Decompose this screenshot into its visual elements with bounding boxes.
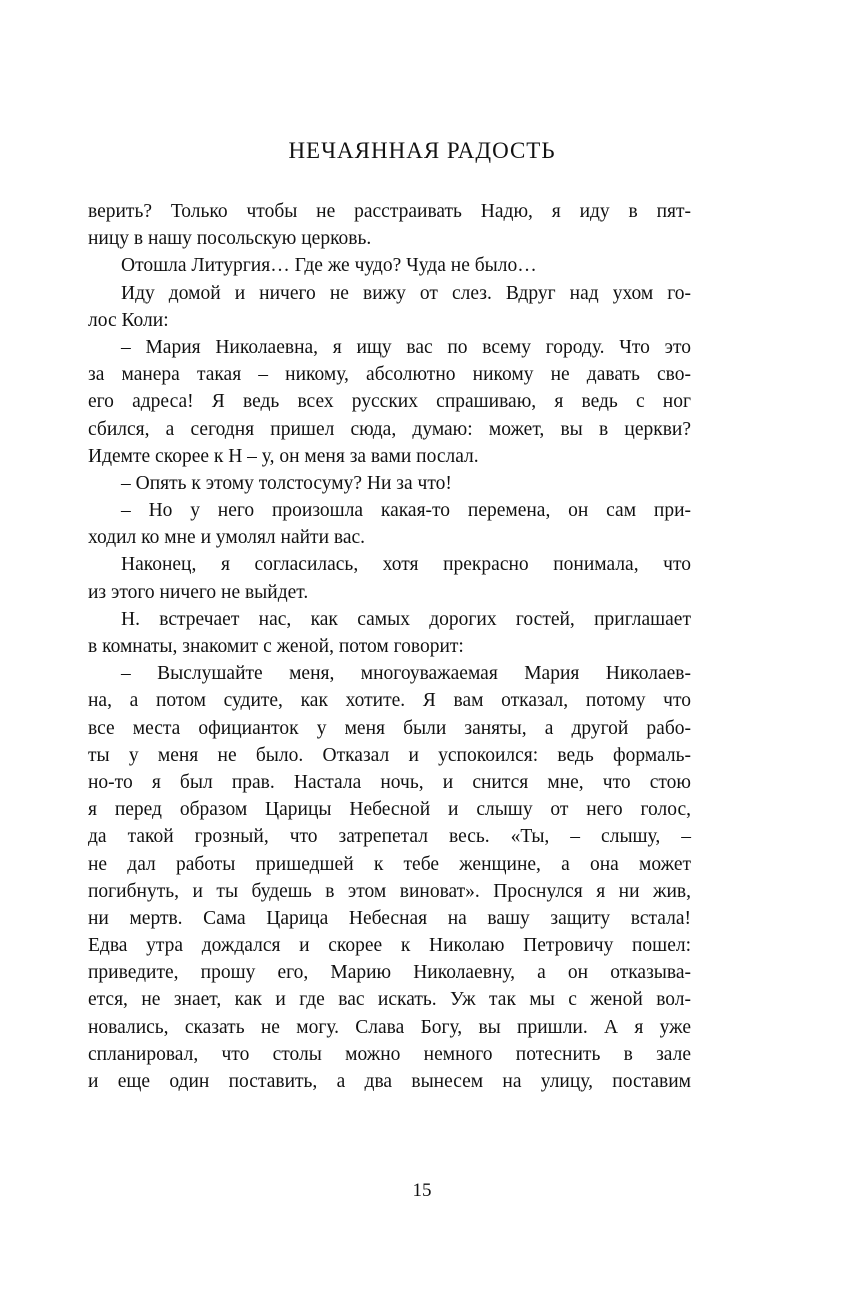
text-line: – Но у него произошла какая-то перемена, он сам при-	[121, 500, 691, 522]
text-line: – Выслушайте меня, многоуважаемая Мария Николаев-	[121, 663, 691, 685]
text-line: за манера такая – никому, абсолютно никому не давать сво-	[88, 364, 691, 386]
text-line: ницу в нашу посольскую церковь.	[88, 228, 372, 250]
text-line: лос Коли:	[88, 309, 169, 331]
text-line: и еще один поставить, а два вынесем на улицу, поставим	[88, 1071, 691, 1092]
page-number: 15	[412, 1180, 432, 1201]
text-line: – Мария Николаевна, я ищу вас по всему городу. Что это	[121, 336, 691, 358]
text-line: ни мертв. Сама Царица Небесная на вашу защиту встала!	[88, 907, 691, 929]
text-line: Отошла Литургия… Где же чудо? Чуда не было…	[121, 255, 537, 277]
text-line: из этого ничего не выйдет.	[88, 581, 309, 603]
text-line: сбился, а сегодня пришел сюда, думаю: может, вы в церкви?	[88, 418, 691, 440]
text-line: новались, сказать не могу. Слава Богу, вы пришли. А я уже	[88, 1016, 691, 1038]
text-line: Идемте скорее к Н – у, он меня за вами послал.	[88, 445, 479, 467]
text-line: – Опять к этому толстосуму? Ни за что!	[121, 472, 452, 494]
text-line: но-то я был прав. Настала ночь, и снится мне, что стою	[88, 771, 691, 793]
text-line: да такой грозный, что затрепетал весь. «Ты, – слышу, –	[88, 826, 691, 848]
text-line: в комнаты, знакомит с женой, потом говорит:	[88, 636, 464, 657]
text-line: ты у меня не было. Отказал и успокоился: ведь формаль-	[88, 744, 691, 766]
text-line: приведите, прошу его, Марию Николаевну, а он отказыва-	[88, 962, 691, 984]
text-line: погибнуть, и ты будешь в этом виноват». Проснулся я ни жив,	[88, 880, 691, 902]
text-line: ходил ко мне и умолял найти вас.	[88, 527, 366, 549]
text-line: верить? Только чтобы не расстраивать Надю, я иду в пят-	[88, 201, 691, 222]
text-line: Наконец, я согласилась, хотя прекрасно понимала, что	[121, 554, 691, 576]
running-head: НЕЧАЯННАЯ РАДОСТЬ	[288, 138, 556, 163]
body-text	[88, 198, 691, 1095]
text-line: Иду домой и ничего не вижу от слез. Вдруг над ухом го-	[121, 282, 691, 304]
text-line: ется, не знает, как и где вас искать. Уж так мы с женой вол-	[88, 989, 691, 1011]
text-line: Н. встречает нас, как самых дорогих гостей, приглашает	[121, 608, 691, 630]
text-line: все места официанток у меня были заняты, а другой рабо-	[88, 717, 691, 739]
text-line: я перед образом Царицы Небесной и слышу от него голос,	[88, 799, 691, 821]
text-line: его адреса! Я ведь всех русских спрашиваю, я ведь с ног	[88, 391, 691, 413]
text-line: не дал работы пришедшей к тебе женщине, а она может	[88, 853, 691, 875]
text-line: на, а потом судите, как хотите. Я вам отказал, потому что	[88, 690, 691, 712]
text-line: Едва утра дождался и скорее к Николаю Петровичу пошел:	[88, 935, 691, 957]
text-line: спланировал, что столы можно немного потеснить в зале	[88, 1043, 691, 1065]
